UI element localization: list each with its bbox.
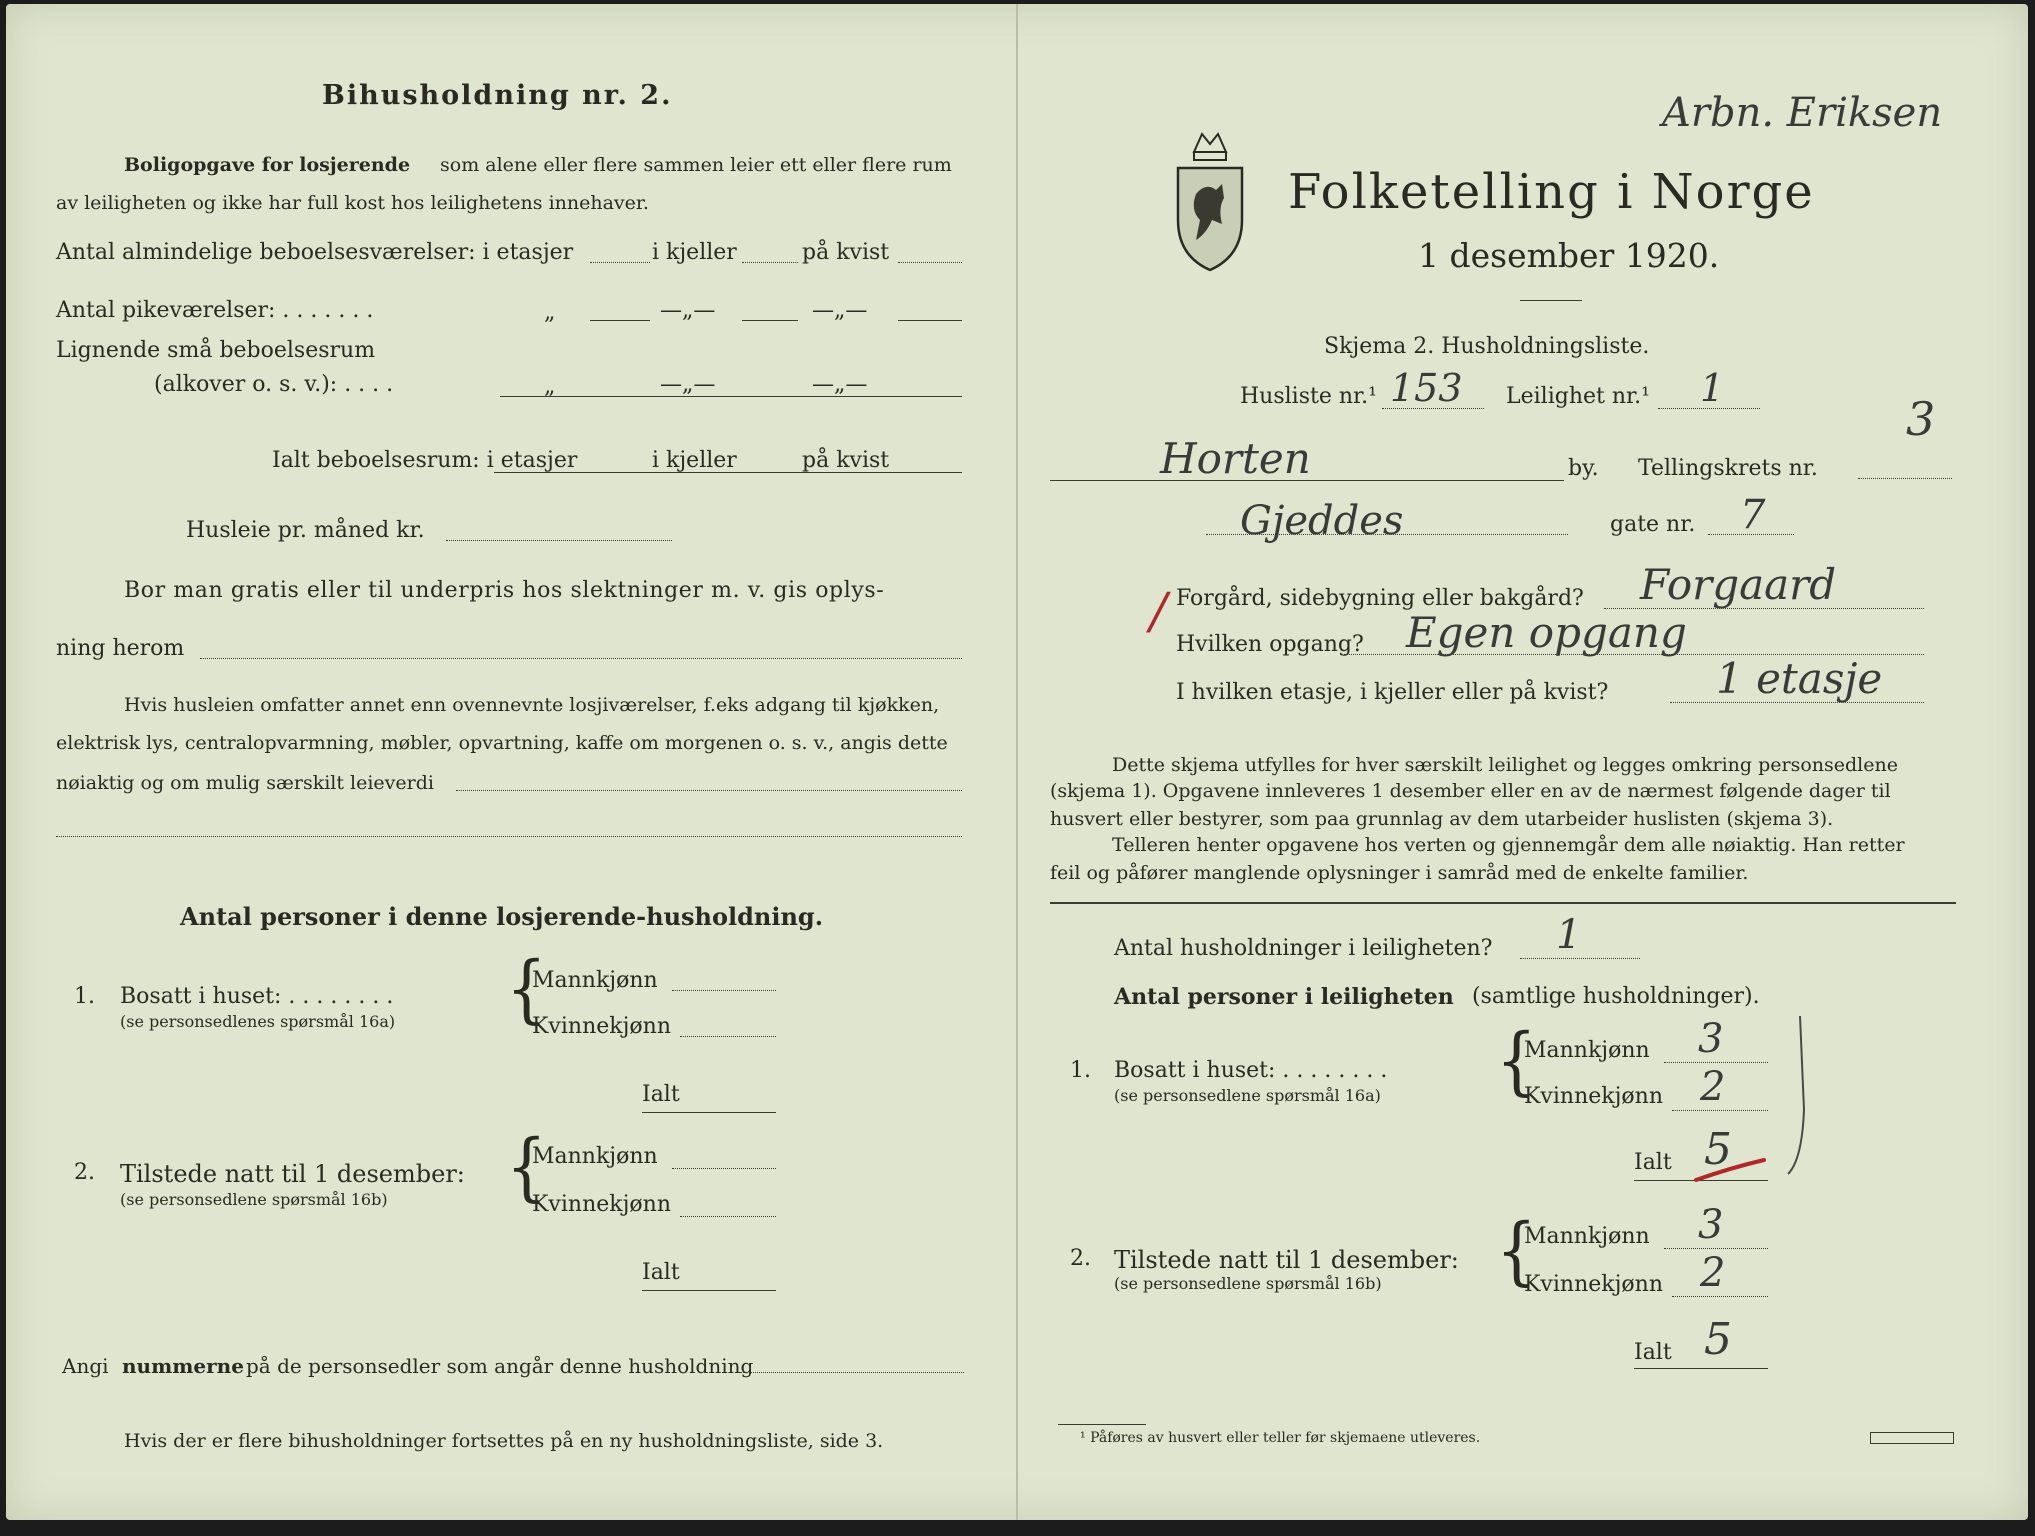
instruction-3: husvert eller bestyrer, som paa grunnlag av dem utarbeider huslisten (skjema 3). bbox=[1050, 808, 1834, 830]
right-item2-number: 2. bbox=[1070, 1246, 1091, 1271]
pencil-bracket bbox=[1780, 1010, 1820, 1180]
left-item2-brace: { bbox=[506, 1125, 547, 1211]
total-kjeller: i kjeller bbox=[652, 448, 737, 473]
right-item2-mann-value: 3 bbox=[1698, 1202, 1724, 1248]
margin-mark: / bbox=[1150, 582, 1167, 640]
opgang-label: Hvilken opgang? bbox=[1176, 632, 1364, 657]
husliste-value: 153 bbox=[1390, 366, 1463, 410]
total-rooms-label: Ialt beboelsesrum: i etasjer bbox=[272, 448, 578, 473]
right-item1-label: Bosatt i huset: . . . . . . . . bbox=[1114, 1058, 1388, 1083]
pike-line-3 bbox=[898, 320, 962, 321]
right-item2-ialt: Ialt bbox=[1634, 1340, 1672, 1365]
right-item1-kvinne: Kvinnekjønn bbox=[1524, 1084, 1663, 1109]
instruction-4: Telleren henter opgavene hos verten og gjennemgår dem alle nøiaktig. Han retter bbox=[1112, 834, 1905, 856]
left-item2-number: 2. bbox=[74, 1160, 95, 1185]
left-item1-label: Bosatt i huset: . . . . . . . . bbox=[120, 984, 394, 1009]
small-ditto-3: —„— bbox=[812, 372, 868, 397]
instruction-2: (skjema 1). Opgavene innleveres 1 desember eller en av de nærmest følgende dager til bbox=[1050, 780, 1891, 802]
right-item1-mann-value: 3 bbox=[1698, 1016, 1724, 1062]
angi-2: på de personsedler som angår denne husholdning bbox=[246, 1354, 754, 1378]
rent-line bbox=[446, 540, 672, 541]
right-item2-kvinne-value: 2 bbox=[1700, 1250, 1726, 1296]
right-item1-kvinne-value: 2 bbox=[1700, 1064, 1726, 1110]
left-item2-kvinne: Kvinnekjønn bbox=[532, 1192, 671, 1217]
left-item1-mann-line bbox=[672, 990, 776, 991]
left-item1-sub: (se personsedlenes spørsmål 16a) bbox=[120, 1012, 396, 1031]
right-item1-brace: { bbox=[1496, 1019, 1537, 1105]
pike-ditto-2: —„— bbox=[660, 298, 716, 323]
footnote: ¹ Påføres av husvert eller teller før skjemaene utleveres. bbox=[1080, 1430, 1481, 1446]
extra-line-1 bbox=[456, 790, 962, 791]
etasje-line bbox=[1670, 702, 1924, 703]
intro-line-2: av leiligheten og ikke har full kost hos leilighetens innehaver. bbox=[56, 192, 649, 214]
right-item1-mann-line bbox=[1664, 1062, 1768, 1063]
leilighet-value: 1 bbox=[1700, 366, 1725, 410]
etasje-label: I hvilken etasje, i kjeller eller på kvist? bbox=[1176, 680, 1609, 705]
extra-text-3: nøiaktig og om mulig særskilt leieverdi bbox=[56, 772, 434, 794]
right-item2-kvinne-line bbox=[1672, 1296, 1768, 1297]
households-value: 1 bbox=[1556, 912, 1582, 958]
gate-label: gate nr. bbox=[1610, 512, 1696, 537]
right-item2-kvinne: Kvinnekjønn bbox=[1524, 1272, 1663, 1297]
right-title: Folketelling i Norge bbox=[1288, 164, 1815, 220]
extra-text-2: elektrisk lys, centralopvarmning, møbler, opvartning, kaffe om morgenen o. s. v., angis dette bbox=[56, 732, 948, 754]
page-fold bbox=[1016, 4, 1018, 1520]
right-date: 1 desember 1920. bbox=[1418, 236, 1720, 275]
left-footer: Hvis der er flere bihusholdninger fortsettes på en ny husholdningsliste, side 3. bbox=[124, 1430, 884, 1452]
right-item2-mann: Mannkjønn bbox=[1524, 1224, 1650, 1249]
left-item1-kvinne: Kvinnekjønn bbox=[532, 1014, 671, 1039]
pike-line-1 bbox=[590, 320, 650, 321]
instruction-rule bbox=[1050, 902, 1956, 904]
town-value: Horten bbox=[1160, 434, 1311, 483]
total-rooms-line bbox=[494, 472, 962, 473]
right-item1-ialt-value: 5 bbox=[1704, 1124, 1732, 1175]
gate-value: 7 bbox=[1740, 492, 1766, 538]
left-item2-ialt-line bbox=[642, 1290, 776, 1291]
rooms-kvist: på kvist bbox=[802, 240, 890, 265]
printer-stamp bbox=[1870, 1432, 1954, 1444]
left-item1-ialt: Ialt bbox=[642, 1082, 680, 1107]
left-item1-number: 1. bbox=[74, 984, 95, 1009]
right-persons-heading-rest: (samtlige husholdninger). bbox=[1472, 984, 1760, 1009]
total-kvist: på kvist bbox=[802, 448, 890, 473]
free-text-2: ning herom bbox=[56, 636, 185, 661]
town-line bbox=[1050, 480, 1564, 481]
krets-label: Tellingskrets nr. bbox=[1638, 456, 1818, 481]
small-rooms-label-2: (alkover o. s. v.): . . . . bbox=[154, 372, 394, 397]
extra-text-1: Hvis husleien omfatter annet enn ovennevnte losjiværelser, f.eks adgang til kjøkken, bbox=[124, 694, 940, 716]
left-persons-heading: Antal personer i denne losjerende-husholdning. bbox=[180, 902, 824, 931]
free-text-1: Bor man gratis eller til underpris hos slektninger m. v. gis oplys- bbox=[124, 578, 885, 603]
footnote-rule bbox=[1058, 1424, 1146, 1425]
left-item1-mann: Mannkjønn bbox=[532, 968, 658, 993]
right-item1-sub: (se personsedlene spørsmål 16a) bbox=[1114, 1086, 1381, 1105]
krets-value: 3 bbox=[1906, 392, 1936, 446]
right-item2-brace: { bbox=[1496, 1209, 1537, 1295]
forgard-value: Forgaard bbox=[1640, 560, 1837, 609]
right-item2-ialt-line bbox=[1634, 1368, 1768, 1369]
left-item2-label: Tilstede natt til 1 desember: bbox=[120, 1160, 465, 1188]
intro-bold: Boligopgave for losjerende bbox=[124, 154, 411, 176]
krets-line bbox=[1858, 478, 1952, 479]
right-item1-kvinne-line bbox=[1672, 1110, 1768, 1111]
pike-label: Antal pikeværelser: . . . . . . . bbox=[56, 298, 374, 323]
intro-line-1: som alene eller flere sammen leier ett eller flere rum bbox=[440, 154, 952, 176]
left-item2-mann-line bbox=[672, 1168, 776, 1169]
rooms-etasjer-line bbox=[590, 262, 650, 263]
small-ditto: „ bbox=[544, 374, 556, 399]
right-item1-number: 1. bbox=[1070, 1058, 1091, 1083]
pike-ditto: „ bbox=[544, 300, 556, 325]
small-rooms-label-1: Lignende små beboelsesrum bbox=[56, 338, 376, 363]
opgang-value: Egen opgang bbox=[1406, 608, 1687, 657]
gate-line bbox=[1708, 534, 1794, 535]
red-check-mark bbox=[1690, 1148, 1770, 1188]
rooms-label: Antal almindelige beboelsesværelser: i etasjer bbox=[56, 240, 574, 265]
extra-line-2 bbox=[56, 836, 962, 837]
angi-line bbox=[740, 1372, 964, 1373]
husliste-line bbox=[1382, 408, 1484, 409]
left-item2-sub: (se personsedlene spørsmål 16b) bbox=[120, 1190, 388, 1209]
right-persons-heading: Antal personer i leiligheten bbox=[1114, 984, 1454, 1010]
rooms-kjeller: i kjeller bbox=[652, 240, 737, 265]
street-value: Gjeddes bbox=[1240, 498, 1404, 544]
schema-label: Skjema 2. Husholdningsliste. bbox=[1324, 334, 1650, 359]
left-item1-kvinne-line bbox=[680, 1036, 776, 1037]
right-item1-mann: Mannkjønn bbox=[1524, 1038, 1650, 1063]
pike-line-2 bbox=[742, 320, 798, 321]
small-ditto-2: —„— bbox=[660, 372, 716, 397]
instruction-5: feil og påfører manglende oplysninger i samråd med de enkelte familier. bbox=[1050, 862, 1749, 884]
right-item1-ialt: Ialt bbox=[1634, 1150, 1672, 1175]
etasje-value: 1 etasje bbox=[1716, 654, 1883, 703]
forgard-label: Forgård, sidebygning eller bakgård? bbox=[1176, 586, 1584, 611]
right-item2-sub: (se personsedlene spørsmål 16b) bbox=[1114, 1274, 1382, 1293]
right-item2-label: Tilstede natt til 1 desember: bbox=[1114, 1246, 1459, 1274]
by-label: by. bbox=[1568, 456, 1599, 481]
households-line bbox=[1520, 958, 1640, 959]
rent-label: Husleie pr. måned kr. bbox=[186, 518, 425, 543]
angi-bold: nummerne bbox=[122, 1354, 244, 1378]
signature: Arbn. Eriksen bbox=[1662, 90, 1943, 136]
right-item2-mann-line bbox=[1664, 1248, 1768, 1249]
angi-1: Angi bbox=[62, 1354, 109, 1378]
leilighet-line bbox=[1658, 408, 1760, 409]
left-item2-kvinne-line bbox=[680, 1216, 776, 1217]
coat-of-arms-icon bbox=[1172, 124, 1248, 274]
street-line bbox=[1206, 534, 1568, 535]
left-item2-ialt: Ialt bbox=[642, 1260, 680, 1285]
pike-ditto-3: —„— bbox=[812, 298, 868, 323]
rooms-kvist-line bbox=[898, 262, 962, 263]
left-title: Bihusholdning nr. 2. bbox=[322, 80, 673, 111]
instruction-1: Dette skjema utfylles for hver særskilt leilighet og legges omkring personsedlene bbox=[1112, 754, 1898, 776]
leilighet-label: Leilighet nr.¹ bbox=[1506, 384, 1650, 409]
title-rule bbox=[1520, 300, 1582, 301]
right-item2-ialt-value: 5 bbox=[1704, 1314, 1732, 1365]
left-item2-mann: Mannkjønn bbox=[532, 1144, 658, 1169]
left-item1-brace: { bbox=[506, 947, 547, 1033]
households-label: Antal husholdninger i leiligheten? bbox=[1114, 936, 1493, 961]
free-text-line bbox=[200, 658, 962, 659]
small-rooms-line bbox=[500, 396, 962, 397]
husliste-label: Husliste nr.¹ bbox=[1240, 384, 1377, 409]
left-item1-ialt-line bbox=[642, 1112, 776, 1113]
rooms-kjeller-line bbox=[742, 262, 798, 263]
